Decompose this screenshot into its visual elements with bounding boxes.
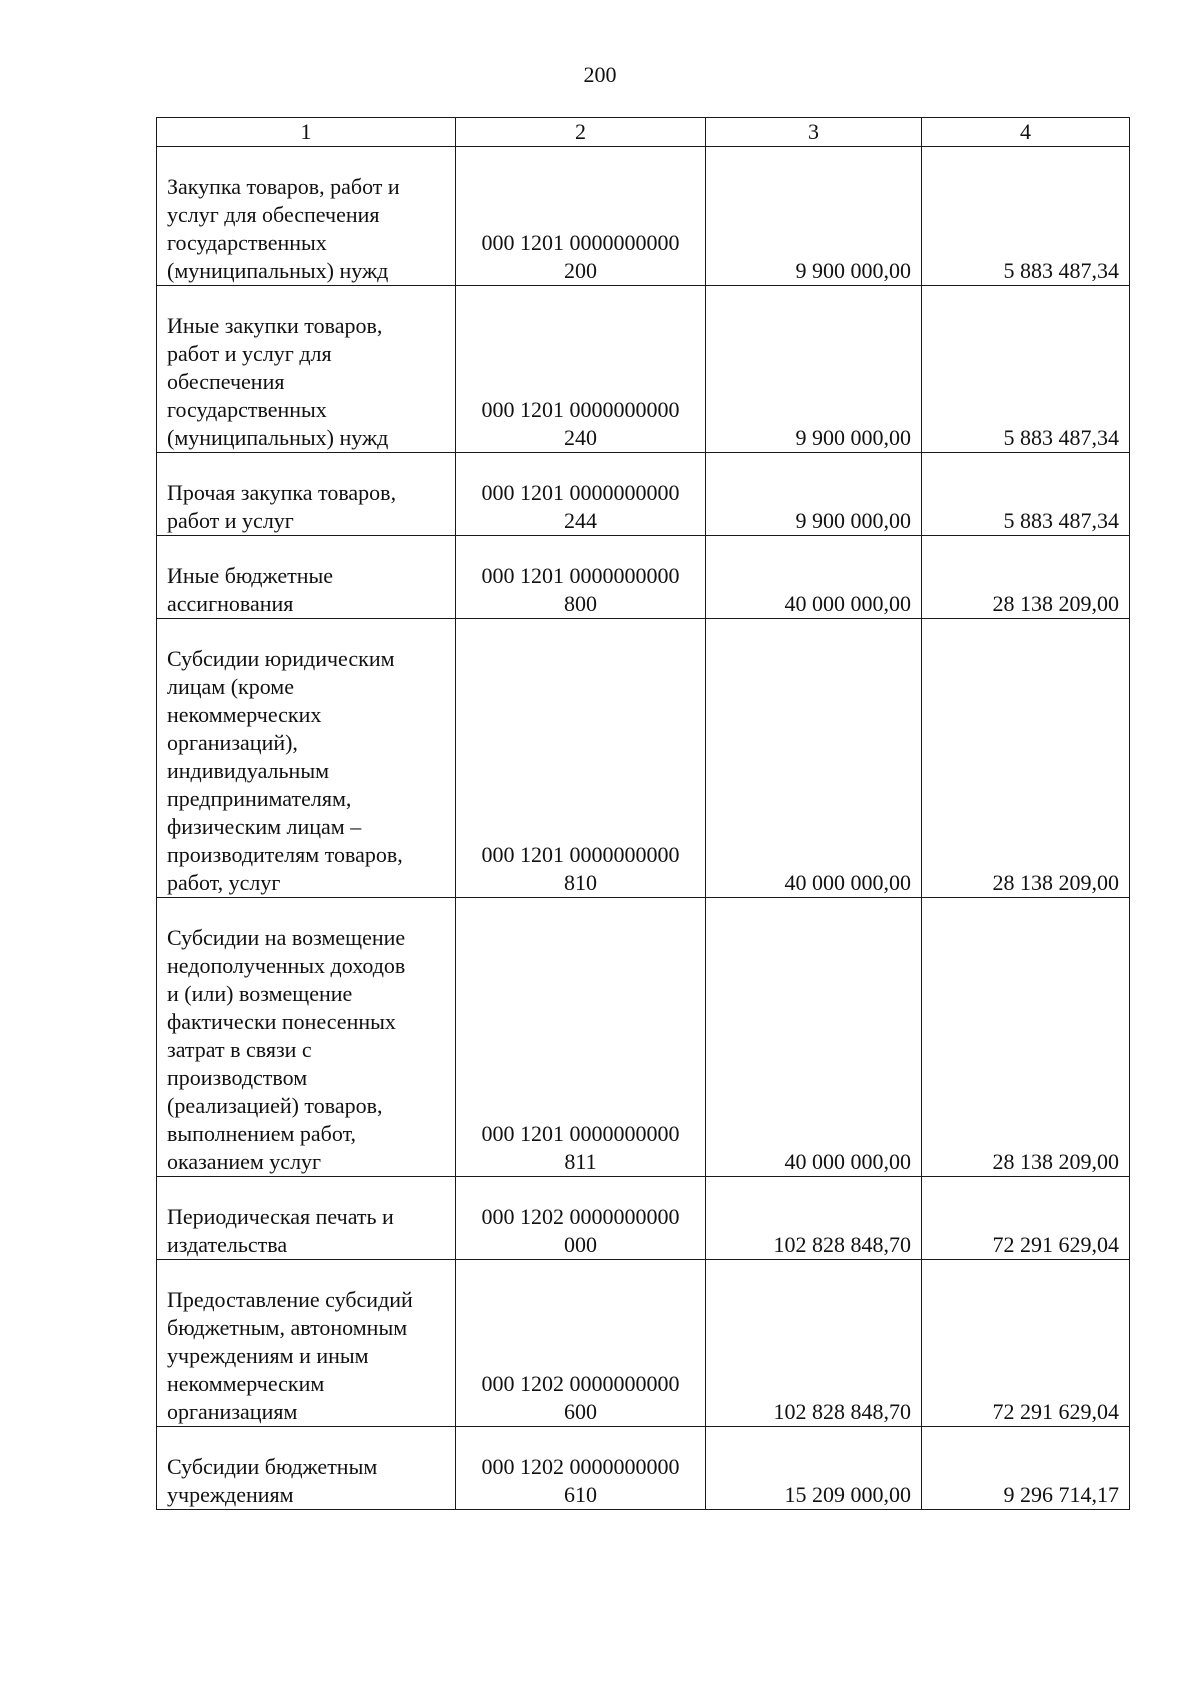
row-code-cell <box>456 453 706 536</box>
row-name-line: (муниципальных) нужд <box>167 425 389 450</box>
row-name-line: Субсидии бюджетным <box>167 1454 378 1479</box>
row-plan-amount: 40 000 000,00 <box>706 619 922 898</box>
row-plan-amount: 9 900 000,00 <box>706 147 922 286</box>
row-code-cell <box>456 286 706 453</box>
row-name-line: организациям <box>167 1399 298 1424</box>
row-name-line: производством <box>167 1065 308 1090</box>
row-name-line: государственных <box>167 397 327 422</box>
row-name-line: услуг для обеспечения <box>167 202 380 227</box>
row-name-cell <box>157 1427 456 1510</box>
row-code-line2: 600 <box>564 1399 597 1424</box>
row-code-line1: 000 1201 0000000000 <box>481 480 680 505</box>
row-plan-amount: 9 900 000,00 <box>706 453 922 536</box>
row-name-line: Субсидии юридическим <box>167 646 395 671</box>
row-name-line: работ и услуг <box>167 508 294 533</box>
row-name-cell <box>157 286 456 453</box>
row-name-line: Предоставление субсидий <box>167 1287 413 1312</box>
row-code-line2: 240 <box>564 425 597 450</box>
row-name-cell <box>157 536 456 619</box>
row-name-cell <box>157 898 456 1177</box>
row-plan-amount: 102 828 848,70 <box>706 1177 922 1260</box>
row-code-line2: 610 <box>564 1482 597 1507</box>
column-header-2: 2 <box>456 118 706 147</box>
row-code-line2: 800 <box>564 591 597 616</box>
table-row <box>157 286 1130 453</box>
column-header-4: 4 <box>922 118 1130 147</box>
column-header-3: 3 <box>706 118 922 147</box>
row-code-line2: 200 <box>564 258 597 283</box>
column-number-row <box>157 118 1130 147</box>
row-name-line: и (или) возмещение <box>167 981 353 1006</box>
row-name-line: работ, услуг <box>167 870 281 895</box>
row-name-line: учреждениям и иным <box>167 1343 369 1368</box>
table-row <box>157 619 1130 898</box>
row-name-cell <box>157 453 456 536</box>
row-actual-amount: 28 138 209,00 <box>922 536 1130 619</box>
row-code-line1: 000 1201 0000000000 <box>481 563 680 588</box>
row-name-line: недополученных доходов <box>167 953 406 978</box>
row-code-cell <box>456 1427 706 1510</box>
row-name-cell <box>157 1177 456 1260</box>
row-code-line1: 000 1201 0000000000 <box>481 230 680 255</box>
row-name-line: Субсидии на возмещение <box>167 925 406 950</box>
row-plan-amount: 40 000 000,00 <box>706 536 922 619</box>
row-code-line1: 000 1202 0000000000 <box>481 1204 680 1229</box>
row-actual-amount: 5 883 487,34 <box>922 286 1130 453</box>
row-name-cell <box>157 147 456 286</box>
table-row <box>157 898 1130 1177</box>
row-actual-amount: 28 138 209,00 <box>922 619 1130 898</box>
row-code-cell <box>456 619 706 898</box>
row-plan-amount: 9 900 000,00 <box>706 286 922 453</box>
row-code-line2: 244 <box>564 508 597 533</box>
row-name-line: некоммерческим <box>167 1371 325 1396</box>
row-code-line1: 000 1201 0000000000 <box>481 1121 680 1146</box>
row-code-line1: 000 1202 0000000000 <box>481 1371 680 1396</box>
row-code-line1: 000 1202 0000000000 <box>481 1454 680 1479</box>
row-actual-amount: 5 883 487,34 <box>922 453 1130 536</box>
row-name-line: затрат в связи с <box>167 1037 312 1062</box>
row-name-line: предпринимателям, <box>167 786 352 811</box>
row-code-cell <box>456 1177 706 1260</box>
row-name-line: организаций), <box>167 730 298 755</box>
row-name-line: издательства <box>167 1232 288 1257</box>
table-row <box>157 147 1130 286</box>
table-row <box>157 536 1130 619</box>
row-name-line: Прочая закупка товаров, <box>167 480 397 505</box>
row-name-line: работ и услуг для <box>167 341 332 366</box>
row-code-cell <box>456 898 706 1177</box>
row-actual-amount: 72 291 629,04 <box>922 1260 1130 1427</box>
row-name-line: учреждениям <box>167 1482 294 1507</box>
row-plan-amount: 15 209 000,00 <box>706 1427 922 1510</box>
row-name-line: оказанием услуг <box>167 1149 322 1174</box>
row-plan-amount: 40 000 000,00 <box>706 898 922 1177</box>
row-actual-amount: 28 138 209,00 <box>922 898 1130 1177</box>
row-name-line: индивидуальным <box>167 758 330 783</box>
table-body <box>157 147 1130 1510</box>
row-name-line: (реализацией) товаров, <box>167 1093 383 1118</box>
budget-table <box>156 117 1130 1510</box>
row-name-line: (муниципальных) нужд <box>167 258 389 283</box>
table-row <box>157 1177 1130 1260</box>
row-code-line2: 810 <box>564 870 597 895</box>
row-plan-amount: 102 828 848,70 <box>706 1260 922 1427</box>
row-name-line: бюджетным, автономным <box>167 1315 408 1340</box>
row-name-line: ассигнования <box>167 591 294 616</box>
page-number: 200 <box>583 62 617 87</box>
row-name-line: Периодическая печать и <box>167 1204 394 1229</box>
column-header-1: 1 <box>157 118 456 147</box>
row-name-line: некоммерческих <box>167 702 322 727</box>
row-name-line: физическим лицам – <box>167 814 362 839</box>
row-name-line: Иные бюджетные <box>167 563 334 588</box>
row-code-line2: 000 <box>564 1232 597 1257</box>
row-actual-amount: 9 296 714,17 <box>922 1427 1130 1510</box>
row-name-cell <box>157 1260 456 1427</box>
row-name-line: лицам (кроме <box>167 674 294 699</box>
row-name-line: обеспечения <box>167 369 285 394</box>
row-code-line1: 000 1201 0000000000 <box>481 397 680 422</box>
row-code-cell <box>456 1260 706 1427</box>
row-name-cell <box>157 619 456 898</box>
row-name-line: фактически понесенных <box>167 1009 396 1034</box>
table-row <box>157 453 1130 536</box>
row-actual-amount: 72 291 629,04 <box>922 1177 1130 1260</box>
row-code-cell <box>456 536 706 619</box>
row-code-cell <box>456 147 706 286</box>
row-name-line: государственных <box>167 230 327 255</box>
row-name-line: производителям товаров, <box>167 842 403 867</box>
table-row <box>157 1427 1130 1510</box>
row-name-line: выполнением работ, <box>167 1121 357 1146</box>
table-row <box>157 1260 1130 1427</box>
row-actual-amount: 5 883 487,34 <box>922 147 1130 286</box>
row-code-line1: 000 1201 0000000000 <box>481 842 680 867</box>
row-code-line2: 811 <box>564 1149 597 1174</box>
row-name-line: Закупка товаров, работ и <box>167 174 400 199</box>
row-name-line: Иные закупки товаров, <box>167 313 383 338</box>
